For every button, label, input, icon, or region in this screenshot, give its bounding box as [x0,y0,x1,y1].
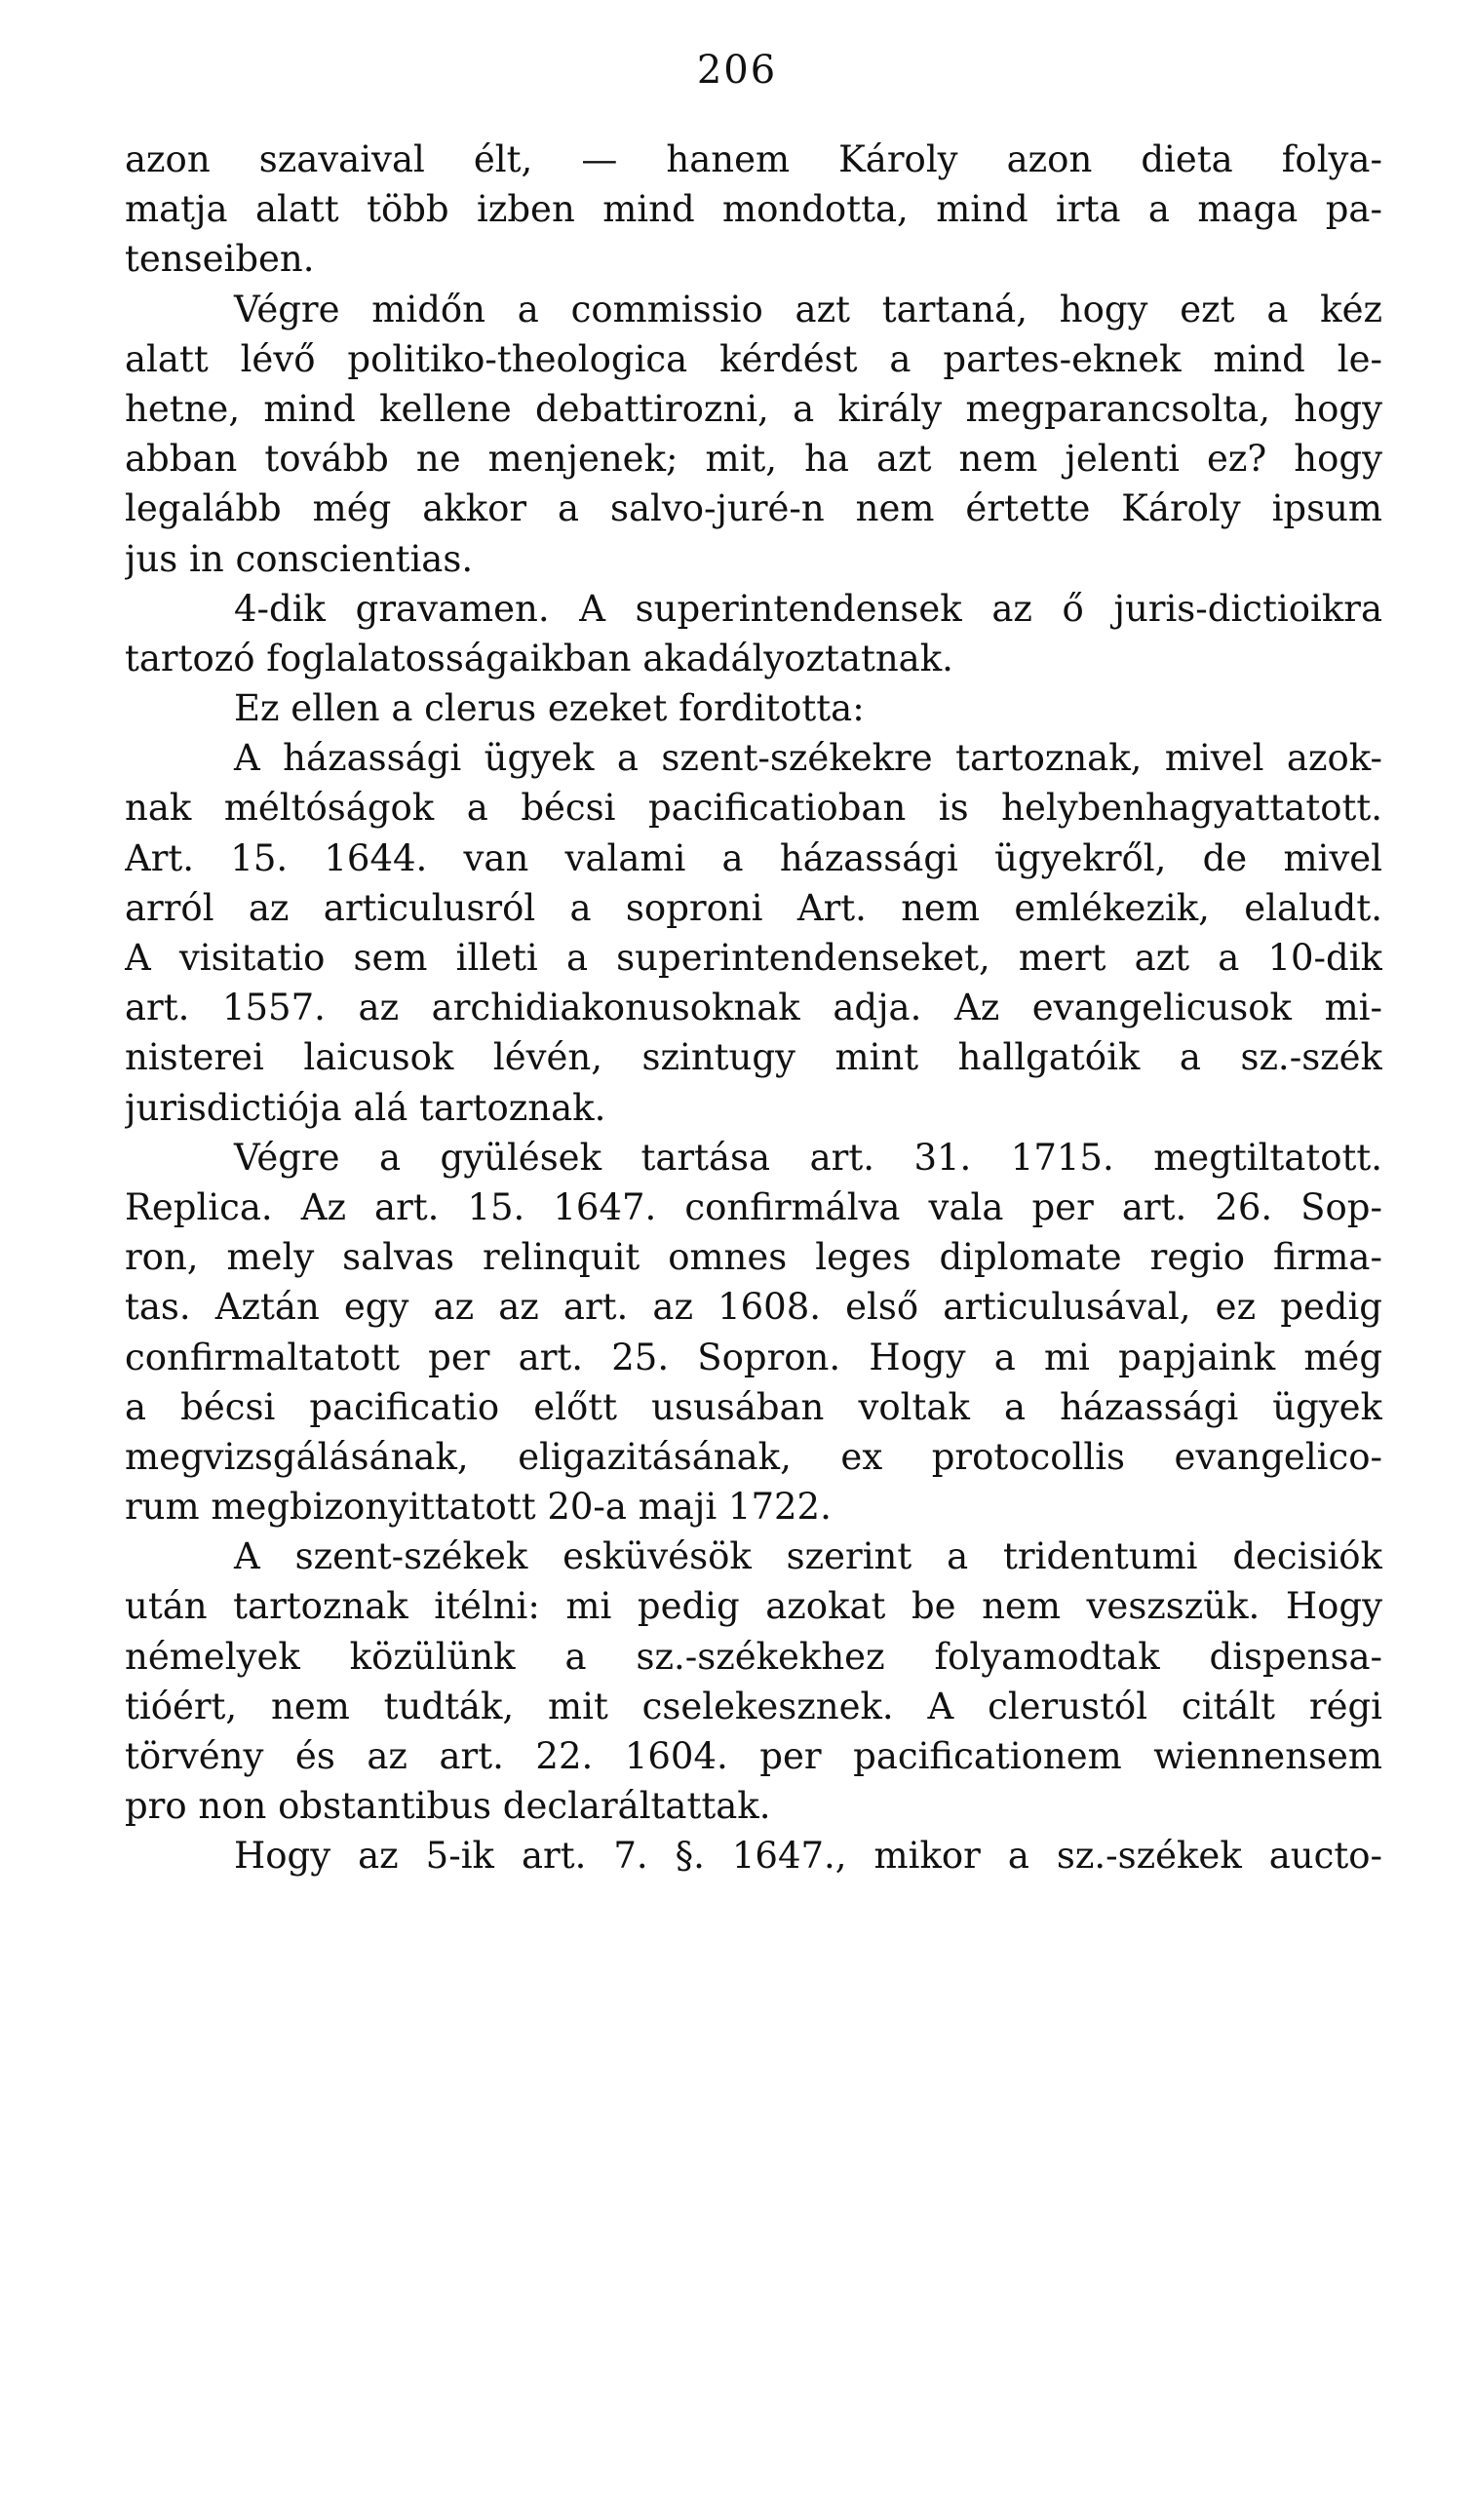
text-line: 4-dik gravamen. A superintendensek az ő juris-dictioikra [234,587,1382,630]
paragraph [125,1831,1382,1880]
text-line: rum megbizonyittatott 20-a maji 1722. [125,1486,832,1529]
text-line: abban tovább ne menjenek; mit, ha azt nem jelenti ez? hogy [125,438,1382,481]
text-line: art. 1557. az archidiakonusoknak adja. Az evangelicusok mi- [125,987,1382,1029]
page-number: 206 [696,48,778,93]
text-line: A szent-székek esküvésök szerint a tridentumi decisiók [234,1535,1382,1578]
paragraph [125,584,1382,683]
text-line: Art. 15. 1644. van valami a házassági ügyekről, de mivel [125,836,1382,879]
text-line: megvizsgálásának, eligazitásának, ex protocollis evangelico- [125,1435,1382,1478]
text-line: A házassági ügyek a szent-székekre tartoznak, mivel azok- [234,737,1382,780]
text-line: Hogy az 5-ik art. 7. §. 1647., mikor a sz.-székek aucto- [234,1835,1382,1878]
text-line: pro non obstantibus declaráltattak. [125,1785,771,1828]
text-line: nak méltóságok a bécsi pacificatioban is helybenhagyattatott. [125,787,1382,830]
text-line: nisterei laicusok lévén, szintugy mint hallgatóik a sz.-szék [125,1036,1382,1079]
paragraph [125,1531,1382,1831]
paragraph [125,1133,1382,1532]
text-line: azon szavaival élt, — hanem Károly azon dieta folya- [125,138,1382,180]
text-line: legalább még akkor a salvo-juré-n nem értette Károly ipsum [125,487,1382,530]
text-line: tartozó foglalatosságaikban akadályoztatnak. [125,637,953,679]
text-line: Végre midőn a commissio azt tartaná, hogy ezt a kéz [234,288,1382,330]
paragraph [125,733,1382,1133]
text-line: Ez ellen a clerus ezeket forditotta: [234,687,865,730]
text-line: törvény és az art. 22. 1604. per pacificationem wiennensem [125,1735,1382,1777]
text-line: tenseiben. [125,238,315,281]
paragraph [125,135,1382,285]
text-line: tas. Aztán egy az az art. az 1608. első articulusával, ez pedig [125,1286,1382,1329]
text-line: matja alatt több izben mind mondotta, mind irta a maga pa- [125,188,1382,231]
text-line: arról az articulusról a soproni Art. nem emlékezik, elaludt. [125,886,1382,929]
text-line: jurisdictiója alá tartoznak. [125,1086,606,1129]
text-line: tióért, nem tudták, mit cselekesznek. A clerustól citált régi [125,1685,1382,1727]
text-line: A visitatio sem illeti a superintendenseket, mert azt a 10-dik [125,937,1382,979]
text-line: alatt lévő politiko-theologica kérdést a partes-eknek mind le- [125,337,1382,380]
text-line: némelyek közülünk a sz.-székekhez folyamodtak dispensa- [125,1635,1382,1678]
text-line: ron, mely salvas relinquit omnes leges diplomate regio firma- [125,1236,1382,1279]
paragraph [125,683,1382,733]
text-line: Végre a gyülések tartása art. 31. 1715. megtiltatott. [234,1136,1382,1179]
paragraph [125,285,1382,584]
text-line: hetne, mind kellene debattirozni, a király megparancsolta, hogy [125,387,1382,430]
text-line: confirmaltatott per art. 25. Sopron. Hogy a mi papjaink még [125,1336,1382,1378]
body-text [125,135,1382,1881]
text-line: Replica. Az art. 15. 1647. confirmálva vala per art. 26. Sop- [125,1185,1382,1228]
text-line: jus in conscientias. [125,537,474,580]
text-line: a bécsi pacificatio előtt ususában voltak a házassági ügyek [125,1385,1382,1428]
text-line: után tartoznak itélni: mi pedig azokat be nem veszszük. Hogy [125,1585,1382,1628]
